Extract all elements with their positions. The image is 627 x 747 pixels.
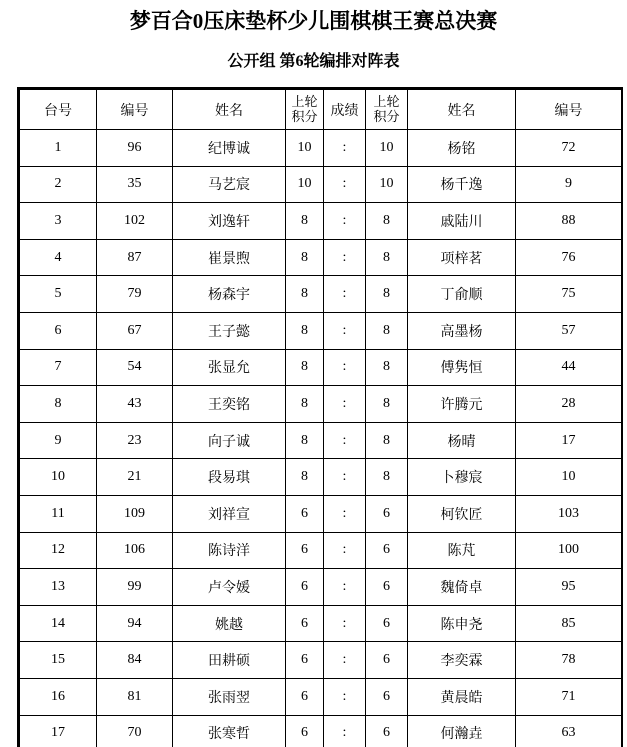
right-player-name-cell: 丁俞顺 bbox=[408, 276, 516, 313]
board-number-cell: 16 bbox=[20, 678, 97, 715]
right-player-name-cell: 许腾元 bbox=[408, 386, 516, 423]
left-player-no-cell: 99 bbox=[97, 569, 173, 606]
table-row bbox=[20, 495, 622, 532]
header-right-player-no: 编号 bbox=[516, 90, 622, 130]
result-cell: : bbox=[324, 203, 366, 240]
right-player-name-cell: 项梓茗 bbox=[408, 239, 516, 276]
left-score-cell: 8 bbox=[286, 386, 324, 423]
board-number-cell: 8 bbox=[20, 386, 97, 423]
right-player-no-cell: 63 bbox=[516, 715, 622, 747]
result-cell: : bbox=[324, 678, 366, 715]
table-row bbox=[20, 386, 622, 423]
right-player-no-cell: 75 bbox=[516, 276, 622, 313]
header-right-prev-score: 上轮积分 bbox=[366, 90, 408, 130]
left-player-no-cell: 102 bbox=[97, 203, 173, 240]
result-cell: : bbox=[324, 569, 366, 606]
pairing-table bbox=[19, 89, 622, 747]
table-row bbox=[20, 239, 622, 276]
left-player-name-cell: 向子诚 bbox=[173, 422, 286, 459]
header-board-number: 台号 bbox=[20, 90, 97, 130]
result-cell: : bbox=[324, 166, 366, 203]
left-player-no-cell: 109 bbox=[97, 495, 173, 532]
left-score-cell: 10 bbox=[286, 130, 324, 167]
left-player-name-cell: 王子懿 bbox=[173, 312, 286, 349]
result-cell: : bbox=[324, 239, 366, 276]
result-cell: : bbox=[324, 312, 366, 349]
right-player-no-cell: 71 bbox=[516, 678, 622, 715]
table-row bbox=[20, 642, 622, 679]
left-score-cell: 8 bbox=[286, 276, 324, 313]
left-player-no-cell: 81 bbox=[97, 678, 173, 715]
left-player-name-cell: 张雨翌 bbox=[173, 678, 286, 715]
right-score-cell: 6 bbox=[366, 605, 408, 642]
left-player-no-cell: 96 bbox=[97, 130, 173, 167]
board-number-cell: 9 bbox=[20, 422, 97, 459]
table-body bbox=[20, 130, 622, 747]
left-score-cell: 10 bbox=[286, 166, 324, 203]
left-player-no-cell: 70 bbox=[97, 715, 173, 747]
table-row bbox=[20, 532, 622, 569]
left-score-cell: 8 bbox=[286, 312, 324, 349]
board-number-cell: 10 bbox=[20, 459, 97, 496]
right-score-cell: 6 bbox=[366, 569, 408, 606]
left-player-name-cell: 王奕铭 bbox=[173, 386, 286, 423]
right-player-no-cell: 76 bbox=[516, 239, 622, 276]
left-player-name-cell: 田耕硕 bbox=[173, 642, 286, 679]
left-player-name-cell: 姚越 bbox=[173, 605, 286, 642]
right-score-cell: 6 bbox=[366, 715, 408, 747]
left-player-no-cell: 87 bbox=[97, 239, 173, 276]
right-player-name-cell: 傅隽恒 bbox=[408, 349, 516, 386]
right-player-no-cell: 103 bbox=[516, 495, 622, 532]
left-player-name-cell: 刘逸轩 bbox=[173, 203, 286, 240]
table-row bbox=[20, 422, 622, 459]
right-player-no-cell: 78 bbox=[516, 642, 622, 679]
board-number-cell: 17 bbox=[20, 715, 97, 747]
table-row bbox=[20, 203, 622, 240]
table-row bbox=[20, 459, 622, 496]
left-player-name-cell: 卢令媛 bbox=[173, 569, 286, 606]
right-score-cell: 8 bbox=[366, 386, 408, 423]
left-player-no-cell: 106 bbox=[97, 532, 173, 569]
right-score-cell: 8 bbox=[366, 203, 408, 240]
right-score-cell: 6 bbox=[366, 642, 408, 679]
result-cell: : bbox=[324, 276, 366, 313]
right-player-name-cell: 魏倚卓 bbox=[408, 569, 516, 606]
right-player-no-cell: 28 bbox=[516, 386, 622, 423]
right-player-no-cell: 10 bbox=[516, 459, 622, 496]
result-cell: : bbox=[324, 386, 366, 423]
right-score-cell: 8 bbox=[366, 312, 408, 349]
board-number-cell: 4 bbox=[20, 239, 97, 276]
left-player-no-cell: 35 bbox=[97, 166, 173, 203]
right-score-cell: 8 bbox=[366, 239, 408, 276]
result-cell: : bbox=[324, 532, 366, 569]
right-score-cell: 6 bbox=[366, 495, 408, 532]
table-row bbox=[20, 130, 622, 167]
left-score-cell: 6 bbox=[286, 642, 324, 679]
result-cell: : bbox=[324, 422, 366, 459]
left-player-name-cell: 段易琪 bbox=[173, 459, 286, 496]
table-row bbox=[20, 569, 622, 606]
right-player-name-cell: 杨晴 bbox=[408, 422, 516, 459]
board-number-cell: 13 bbox=[20, 569, 97, 606]
result-cell: : bbox=[324, 605, 366, 642]
pairing-table-container bbox=[17, 87, 623, 747]
right-player-no-cell: 100 bbox=[516, 532, 622, 569]
left-score-cell: 6 bbox=[286, 495, 324, 532]
header-left-prev-score: 上轮积分 bbox=[286, 90, 324, 130]
board-number-cell: 3 bbox=[20, 203, 97, 240]
right-score-cell: 10 bbox=[366, 130, 408, 167]
right-score-cell: 8 bbox=[366, 459, 408, 496]
right-player-name-cell: 柯钦匠 bbox=[408, 495, 516, 532]
left-player-name-cell: 陈诗洋 bbox=[173, 532, 286, 569]
left-player-no-cell: 84 bbox=[97, 642, 173, 679]
board-number-cell: 15 bbox=[20, 642, 97, 679]
right-player-no-cell: 95 bbox=[516, 569, 622, 606]
right-score-cell: 6 bbox=[366, 678, 408, 715]
board-number-cell: 5 bbox=[20, 276, 97, 313]
right-player-name-cell: 李奕霖 bbox=[408, 642, 516, 679]
right-player-name-cell: 黄晨皓 bbox=[408, 678, 516, 715]
right-player-name-cell: 戚陆川 bbox=[408, 203, 516, 240]
table-row bbox=[20, 715, 622, 747]
left-player-no-cell: 94 bbox=[97, 605, 173, 642]
right-score-cell: 8 bbox=[366, 349, 408, 386]
left-player-name-cell: 崔景煦 bbox=[173, 239, 286, 276]
header-right-name: 姓名 bbox=[408, 90, 516, 130]
left-player-name-cell: 刘祥宣 bbox=[173, 495, 286, 532]
board-number-cell: 7 bbox=[20, 349, 97, 386]
header-result: 成绩 bbox=[324, 90, 366, 130]
right-player-no-cell: 44 bbox=[516, 349, 622, 386]
table-row bbox=[20, 605, 622, 642]
right-score-cell: 6 bbox=[366, 532, 408, 569]
left-score-cell: 6 bbox=[286, 715, 324, 747]
page-title: 梦百合0压床垫杯少儿围棋棋王赛总决赛 bbox=[129, 9, 498, 33]
left-player-name-cell: 杨森宇 bbox=[173, 276, 286, 313]
header-left-name: 姓名 bbox=[173, 90, 286, 130]
result-cell: : bbox=[324, 459, 366, 496]
right-player-no-cell: 72 bbox=[516, 130, 622, 167]
right-player-no-cell: 17 bbox=[516, 422, 622, 459]
left-score-cell: 8 bbox=[286, 203, 324, 240]
right-player-name-cell: 高墨杨 bbox=[408, 312, 516, 349]
left-score-cell: 8 bbox=[286, 349, 324, 386]
left-score-cell: 8 bbox=[286, 239, 324, 276]
right-player-no-cell: 9 bbox=[516, 166, 622, 203]
header-row bbox=[20, 90, 622, 130]
table-row bbox=[20, 276, 622, 313]
board-number-cell: 12 bbox=[20, 532, 97, 569]
right-player-no-cell: 57 bbox=[516, 312, 622, 349]
right-score-cell: 8 bbox=[366, 422, 408, 459]
right-player-name-cell: 杨铭 bbox=[408, 130, 516, 167]
left-player-no-cell: 21 bbox=[97, 459, 173, 496]
result-cell: : bbox=[324, 495, 366, 532]
result-cell: : bbox=[324, 715, 366, 747]
left-player-no-cell: 54 bbox=[97, 349, 173, 386]
left-player-name-cell: 张寒哲 bbox=[173, 715, 286, 747]
board-number-cell: 1 bbox=[20, 130, 97, 167]
right-score-cell: 10 bbox=[366, 166, 408, 203]
right-player-name-cell: 陈芃 bbox=[408, 532, 516, 569]
right-player-name-cell: 陈申尧 bbox=[408, 605, 516, 642]
left-score-cell: 6 bbox=[286, 569, 324, 606]
right-player-name-cell: 何瀚垚 bbox=[408, 715, 516, 747]
board-number-cell: 11 bbox=[20, 495, 97, 532]
right-player-no-cell: 85 bbox=[516, 605, 622, 642]
board-number-cell: 2 bbox=[20, 166, 97, 203]
right-player-name-cell: 杨千逸 bbox=[408, 166, 516, 203]
left-player-name-cell: 马艺宸 bbox=[173, 166, 286, 203]
left-player-name-cell: 纪博诚 bbox=[173, 130, 286, 167]
right-score-cell: 8 bbox=[366, 276, 408, 313]
left-player-no-cell: 23 bbox=[97, 422, 173, 459]
left-player-no-cell: 43 bbox=[97, 386, 173, 423]
table-row bbox=[20, 349, 622, 386]
table-row bbox=[20, 166, 622, 203]
result-cell: : bbox=[324, 349, 366, 386]
result-cell: : bbox=[324, 642, 366, 679]
page-subtitle: 公开组 第6轮编排对阵表 bbox=[227, 53, 400, 71]
left-score-cell: 6 bbox=[286, 678, 324, 715]
table-row bbox=[20, 312, 622, 349]
right-player-no-cell: 88 bbox=[516, 203, 622, 240]
header-left-player-no: 编号 bbox=[97, 90, 173, 130]
result-cell: : bbox=[324, 130, 366, 167]
left-score-cell: 8 bbox=[286, 422, 324, 459]
right-player-name-cell: 卜穆宸 bbox=[408, 459, 516, 496]
left-score-cell: 8 bbox=[286, 459, 324, 496]
left-score-cell: 6 bbox=[286, 605, 324, 642]
left-player-name-cell: 张显允 bbox=[173, 349, 286, 386]
left-player-no-cell: 79 bbox=[97, 276, 173, 313]
board-number-cell: 6 bbox=[20, 312, 97, 349]
left-score-cell: 6 bbox=[286, 532, 324, 569]
board-number-cell: 14 bbox=[20, 605, 97, 642]
pairing-sheet-page bbox=[0, 9, 627, 747]
table-row bbox=[20, 678, 622, 715]
left-player-no-cell: 67 bbox=[97, 312, 173, 349]
